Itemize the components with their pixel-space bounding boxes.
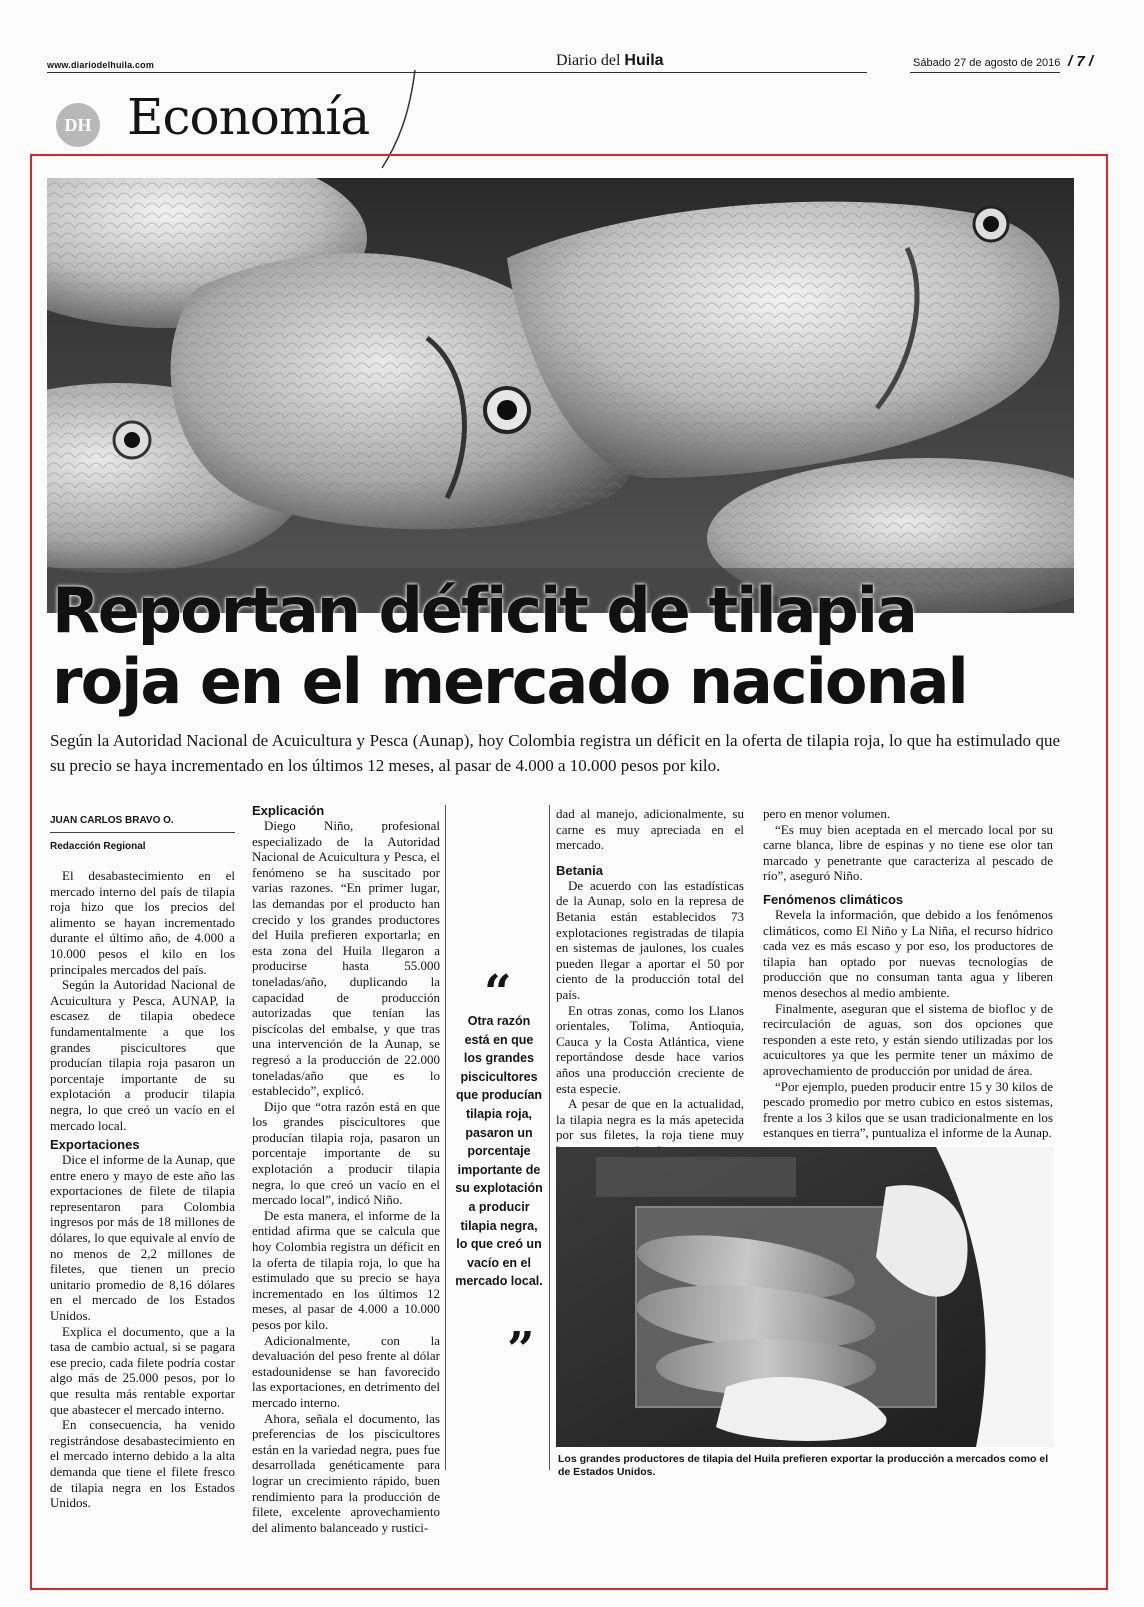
paragraph: Finalmente, aseguran que el sistema de biofloc y de recirculación de aguas, son dos opciones que responden a este reto, y están siendo utilizadas por los acuicultores ya que les permite tener un máximo de aprovechamiento de producción por unidad de área. [763, 1000, 1053, 1078]
paragraph: En otras zonas, como los Llanos orientales, Tolima, Antioquia, Cauca y la Costa Atlántica, viene reportándose desde hace varios años una producción creciente de esta especie. [556, 1002, 744, 1096]
paper-name-b: Huila [624, 52, 664, 69]
subhead-betania: Betania [556, 862, 603, 878]
paper-name [556, 52, 664, 70]
paragraph: Dijo que “otra razón está en que los grandes piscicultores que producían tilapia roja, pasaron un porcentaje importante de su explotación a producir tilapia negra, lo que creó un vacío en el mercado local”, indicó Niño. [252, 1098, 440, 1208]
column-2 [252, 803, 440, 1535]
column-3 [556, 806, 744, 1190]
byline: JUAN CARLOS BRAVO O. [50, 815, 174, 826]
paragraph: Revela la información, que debido a los fenómenos climáticos, como El Niño y La Niña, el recurso hídrico cada vez es más escaso y por eso, los productores de tilapia han optado por nuevas tecnologías de producción que no consuman tanta agua y liberen menos desechos al medio ambiente. [763, 906, 1053, 1000]
column-rule [445, 805, 446, 1470]
subhead-explicacion: Explicación [252, 803, 325, 818]
paragraph: pero en menor volumen. [763, 806, 891, 821]
column-4 [763, 806, 1053, 1141]
paragraph: dad al manejo, adicionalmente, su carne es muy apreciada en el mercado. [556, 806, 744, 853]
headline: Reportan déficit de tilapia roja en el mercado nacional [52, 574, 967, 718]
paragraph: “Por ejemplo, pueden producir entre 15 y 30 kilos de pescado promedio por metro cubico en estos sistemas, frente a los 3 kilos que se usan tradicionalmente en los estanques en tierra”, puntualiza el informe de la Aunap. [763, 1078, 1053, 1141]
byline-rule [50, 832, 235, 833]
desk-tag: Redacción Regional [50, 841, 146, 852]
paragraph: De esta manera, el informe de la entidad afirma que se calcula que hoy Colombia registra un déficit en la oferta de tilapia roja, lo que ha estimulado que su precio se haya incrementado en los últimos 12 meses, al pasar de 4.000 a 10.000 pesos por kilo. [252, 1207, 440, 1332]
paragraph: Explica el documento, que a la tasa de cambio actual, si se pagara ese precio, cada filete podría costar algo más de 25.000 pesos, por lo que resulta más rentable exportar que abastecer el mercado interno. [50, 1323, 235, 1417]
photo-fillets [556, 1147, 1054, 1447]
dh-logo: DH [56, 103, 100, 147]
page-number: / 7 / [1068, 53, 1094, 70]
pull-quote-open-mark: “ [484, 965, 512, 1021]
site-url: www.diariodelhuila.com [47, 60, 155, 70]
paragraph: El desabastecimiento en el mercado interno del país de tilapia roja hizo que los precios del alimento se hayan incrementado durante el último año, de 4.000 a 10.000 pesos el kilo en los principales mercados del país. [50, 868, 235, 977]
photo-caption: Los grandes productores de tilapia del Huila prefieren exportar la producción a mercados como el de Estados Unidos. [558, 1453, 1049, 1478]
paragraph: De acuerdo con las estadísticas de la Aunap, solo en la represa de Betania están establecidos 73 explotaciones registradas de tilapia en sistemas de jaulones, los cuales pueden llegar a aportar el 50 por ciento de la producción total del país. [556, 877, 744, 1002]
pull-quote-close-mark: ” [507, 1322, 535, 1378]
subhead-fenomenos: Fenómenos climáticos [763, 891, 904, 907]
column-1 [50, 815, 235, 1511]
paragraph: En consecuencia, ha venido registrándose desabastecimiento en el mercado interno debido a la alta demanda que tiene el filete fresco de tilapia negra en los Estados Unidos. [50, 1417, 235, 1511]
pull-quote: Otra razón está en que los grandes piscicultores que producían tilapia roja, pasaron un porcentaje importante de su explotación a producir tilapia negra, lo que creó un vacío en el mercado local. [455, 1014, 543, 1289]
section-title: Economía [127, 88, 370, 146]
paper-name-a: Diario del [556, 52, 621, 69]
deck: Según la Autoridad Nacional de Acuicultura y Pesca (Aunap), hoy Colombia registra un déficit en la oferta de tilapia roja, lo que ha estimulado que su precio se haya incrementado en los últimos 12 meses, al pasar de 4.000 a 10.000 pesos por kilo. [50, 731, 1060, 775]
masthead-rule [47, 72, 867, 73]
paragraph: Según la Autoridad Nacional de Acuicultura y Pesca, AUNAP, la escasez de tilapia obedece fundamentalmente a que los grandes piscicultores que producían tilapia roja pasaron un porcentaje importante de su explotación a producir tilapia negra, lo que creó un vacío en el mercado local. [50, 977, 235, 1133]
paragraph: “Es muy bien aceptada en el mercado local por su carne blanca, libre de espinas y no tiene ese olor tan marcado y penetrante que caracteriza al pescado de río”, aseguró Niño. [763, 821, 1053, 884]
column-rule [549, 805, 550, 1470]
hero-photo-fish [47, 178, 1074, 613]
paragraph: A pesar de que en la actualidad, la tilapia negra es la más apetecida por sus filetes, la roja tiene muy [556, 1096, 744, 1143]
paragraph: Dice el informe de la Aunap, que entre enero y mayo de este año las exportaciones de filete de tilapia representaron para Colombia ingresos por más de 18 millones de dólares, lo que equivale al envío de no menos de 2,2 millones de filetes, que tienen un precio unitario promedio de 8,16 dólares en el mercado de los Estados Unidos. [50, 1152, 235, 1324]
masthead-rule-right [910, 72, 1060, 73]
paragraph: Diego Niño, profesional especializado de la Autoridad Nacional de Acuicultura y Pesca, el fenómeno se ha suscitado por varias razones. “En primer lugar, las demandas por el producto han crecido y los grandes productores del Huila prefieren exportarla; en esta zona del Huila llegaron a producirse hasta 55.000 toneladas/año, duplicando la capacidad de producción autorizadas que tenían las piscícolas del embalse, y que tras una intervención de la Aunap, se regresó a la producción de 22.000 toneladas/año que es lo establecido”, explicó. [252, 818, 440, 1099]
paragraph: Ahora, señala el documento, las preferencias de los piscicultores están en la variedad negra, pues fue desarrollada genéticamente para lograr un crecimiento rápido, buen rendimiento para la producción de filete, excelente aprovechamiento del alimento balanceado y rustici- [252, 1410, 440, 1535]
paragraph: Adicionalmente, con la devaluación del peso frente al dólar estadounidense se han favorecido las exportaciones, en detrimento del mercado interno. [252, 1332, 440, 1410]
subhead-exportaciones: Exportaciones [50, 1137, 140, 1153]
issue-date: Sábado 27 de agosto de 2016 [913, 57, 1061, 69]
